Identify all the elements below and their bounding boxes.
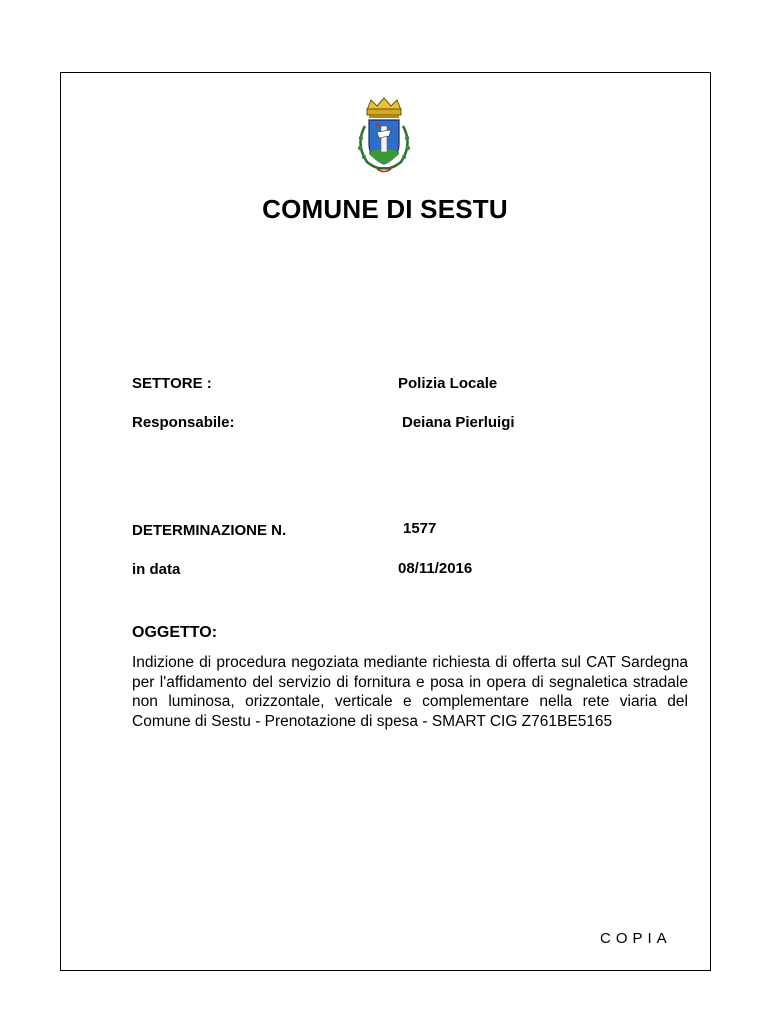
- oggetto-text: Indizione di procedura negoziata mediante richiesta di offerta sul CAT Sardegna per l'affidamento del servizio di fornitura e posa in opera di segnaletica stradale non luminosa, orizzontale, verticale e complementare nella rete viaria del Comune di Sestu - Prenotazione di spesa - SMART CIG Z761BE5165: [132, 654, 688, 730]
- data-value: 08/11/2016: [398, 560, 473, 577]
- responsabile-label: Responsabile:: [132, 414, 235, 431]
- determinazione-number: 1577: [403, 520, 437, 537]
- responsabile-value: Deiana Pierluigi: [402, 414, 515, 431]
- determinazione-label: DETERMINAZIONE N.: [132, 522, 287, 539]
- page-title: COMUNE DI SESTU: [262, 194, 508, 224]
- municipal-coat-of-arms-icon: [347, 96, 421, 176]
- copy-mark: COPIA: [600, 930, 672, 947]
- oggetto-label: OGGETTO:: [132, 624, 218, 641]
- settore-value: Polizia Locale: [398, 375, 498, 392]
- data-label: in data: [132, 561, 181, 578]
- settore-label: SETTORE :: [132, 375, 212, 392]
